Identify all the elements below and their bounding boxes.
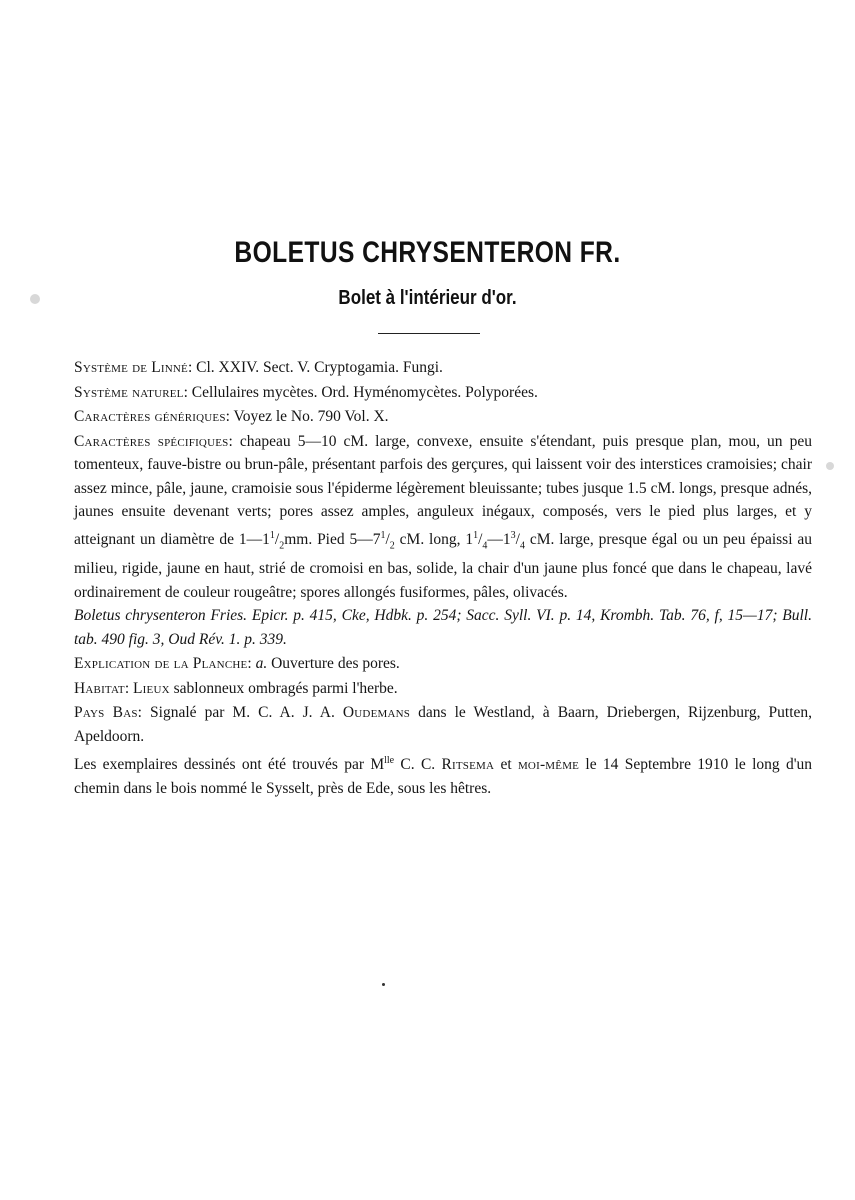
paper-blemish-right bbox=[826, 462, 834, 470]
caracteres-specifiques-text-5: cM. large, presque égal ou un peu épaissi au milieu, rigide, jaune en haut, strié de cromoisi en bas, solide, la chair d'un jaune plus foncé que dans le chapeau, lavé ordinairement de couleur rougeâtre; spores allongés fusiformes, pâles, olivacés. bbox=[74, 530, 813, 601]
references: Boletus chrysenteron Fries. Epicr. p. 415, Cke, Hdbk. p. 254; Sacc. Syll. VI. p. 14, Krombh. Tab. 76, f, 15—17; Bull. tab. 490 fig. 3, Oud Rév. 1. p. 339. bbox=[74, 607, 812, 648]
explication-planche bbox=[74, 652, 812, 676]
explication-planche-label: Explication de la Planche bbox=[74, 655, 248, 673]
pays-bas bbox=[74, 701, 812, 748]
systeme-naturel-text: : Cellulaires mycètes. Ord. Hyménomycètes. Polyporées. bbox=[183, 383, 538, 401]
caracteres-generiques-text: : Voyez le No. 790 Vol. X. bbox=[225, 408, 389, 425]
title-divider bbox=[378, 333, 480, 334]
pays-bas-text-2: dans le Westland, à Baarn, Driebergen, Rijzenburg, Putten, Apeldoorn. bbox=[74, 704, 813, 745]
page-subtitle: Bolet à l'intérieur d'or. bbox=[338, 287, 517, 309]
fraction-3-den: 4 bbox=[482, 539, 488, 551]
habitat-text: sablonneux ombragés parmi l'herbe. bbox=[169, 679, 398, 697]
systeme-naturel bbox=[74, 381, 812, 405]
exemplaires-text-4: le 14 Septembre 1910 le long d'un chemin dans le bois nommé le Sysselt, près de Ede, sous les hêtres. bbox=[74, 756, 812, 797]
explication-planche-sep: : bbox=[247, 655, 256, 673]
systeme-linne-label: Système de Linné bbox=[74, 359, 188, 376]
exemplaires-ritsema: Ritsema bbox=[441, 756, 495, 774]
fraction-1-num: 1 bbox=[269, 529, 275, 541]
explication-planche-text: Ouverture des pores. bbox=[267, 655, 400, 673]
systeme-linne bbox=[74, 356, 812, 380]
fraction-3-num: 1 bbox=[473, 529, 479, 541]
caracteres-specifiques: Caractères spécifiques: chapeau 5—10 cM. large, convexe, ensuite s'étendant, puis presque plan, mou, un peu tomenteux, fauve-bistre ou brun-pâle, présentant parfois des gerçures, qui laissent voir des interstices cramoisies; chair assez mince, pâle, jaune, cramoisie sous l'épiderme légèrement bleuissante; tubes jusque 1.5 cM. longs, presque adnés, jaunes ensuite devenant verts; pores assez amples, anguleux inégaux, composés, vers le pied plus larges, et y atteignant un diamètre de $1—1^1/_2mm$. Pied $5—7^1/_2$ cM. long, $1^1/_4—1^3/_4$ cM. large, presque égal ou un peu épaissi au milieu, rigide, jaune en haut, strié de cromoisi en bas, solide, la chair d'un jaune plus foncé que dans le chapeau, lavé ordinairement de couleur rougeâtre; spores allongés fusiformes, pâles, olivacés. bbox=[74, 432, 813, 601]
habitat-sep: : bbox=[124, 679, 134, 697]
caracteres-specifiques-label: Caractères spécifiques bbox=[74, 432, 229, 450]
habitat-label: Habitat bbox=[74, 679, 125, 697]
fraction-2-den: 2 bbox=[389, 539, 395, 551]
habitat bbox=[74, 677, 812, 701]
page-title: BOLETUS CHRYSENTERON FR. bbox=[234, 236, 621, 269]
exemplaires-text-2: C. C. bbox=[394, 756, 442, 774]
caracteres-specifiques-text-3: cM. long, 1 bbox=[394, 530, 474, 548]
exemplaires-mlle-sup: lle bbox=[384, 755, 395, 767]
systeme-linne-text: : Cl. XXIV. Sect. V. Cryptogamia. Fungi. bbox=[187, 359, 443, 376]
pays-bas-text-1: : Signalé par M. C. A. J. A. bbox=[137, 704, 343, 722]
paper-blemish-left bbox=[30, 294, 40, 304]
exemplaires-moimeme: moi-même bbox=[517, 756, 580, 774]
systeme-naturel-label: Système naturel bbox=[74, 383, 184, 401]
habitat-lieux: Lieux bbox=[133, 679, 170, 697]
page-speck bbox=[382, 983, 385, 986]
fraction-4-den: 4 bbox=[519, 539, 525, 551]
pays-bas-name: Oudemans bbox=[342, 704, 411, 722]
fraction-1-den: 2 bbox=[279, 539, 285, 551]
caracteres-specifiques-text-4: —1 bbox=[487, 530, 511, 548]
description-body bbox=[74, 356, 812, 800]
fraction-4-num: 3 bbox=[510, 529, 516, 541]
caracteres-generiques-label: Caractères génériques bbox=[74, 408, 226, 425]
pays-bas-label: Pays Bas bbox=[74, 704, 138, 722]
caracteres-specifiques-text-2: mm. Pied 5—7 bbox=[284, 530, 381, 548]
caracteres-generiques bbox=[74, 405, 812, 429]
fraction-2-num: 1 bbox=[380, 529, 386, 541]
caracteres-specifiques-text-1: : chapeau 5—10 cM. large, convexe, ensuite s'étendant, puis presque plan, mou, un peu tomenteux, fauve-bistre ou brun-pâle, présentant parfois des gerçures, qui laissent voir des interstices cramoisies; chair assez mince, pâle, jaune, cramoisie sous l'épiderme légèrement bleuissante; tubes jusque 1.5 cM. longs, presque adnés, jaunes ensuite devenant verts; pores assez amples, anguleux inégaux, composés, vers le pied plus larges, et y atteignant un diamètre de 1—1 bbox=[74, 432, 813, 548]
exemplaires-text-1: Les exemplaires dessinés ont été trouvés par M bbox=[74, 756, 385, 774]
explication-planche-a: a. bbox=[255, 655, 268, 673]
exemplaires-text-3: et bbox=[494, 756, 518, 774]
exemplaires bbox=[74, 749, 812, 800]
